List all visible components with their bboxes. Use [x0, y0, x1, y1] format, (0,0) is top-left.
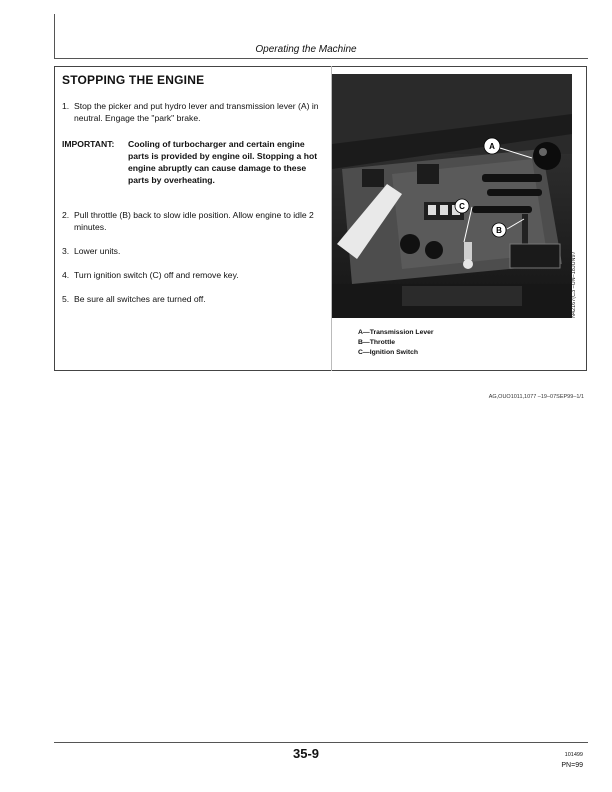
step-number: 3.: [62, 246, 70, 256]
reference-code: AG,OUO1011,1077 –19–07SEP99–1/1: [488, 394, 584, 400]
step-number: 2.: [62, 210, 70, 220]
step-5: [62, 293, 334, 305]
important-note: [62, 138, 324, 186]
section-title: STOPPING THE ENGINE: [62, 73, 205, 87]
step-number: 5.: [62, 294, 70, 304]
step-text: Turn ignition switch (C) off and remove key.: [74, 270, 239, 280]
figure-legend: [358, 328, 434, 358]
callout-c: C: [459, 202, 465, 211]
step-3: [62, 245, 334, 257]
step-text: Stop the picker and put hydro lever and transmission lever (A) in neutral. Engage the "park" brake.: [74, 101, 319, 123]
control-console-photo: [332, 74, 572, 318]
footer-pn: PN=99: [561, 762, 583, 769]
important-label: IMPORTANT:: [62, 139, 115, 149]
step-1: [62, 100, 334, 124]
header-rule: [54, 58, 588, 59]
page-number: 35-9: [292, 746, 320, 761]
legend-item-a: A—Transmission Lever: [358, 329, 434, 336]
legend-item-b: B—Throttle: [358, 339, 396, 346]
callout-a: A: [489, 142, 495, 151]
step-text: Lower units.: [74, 246, 121, 256]
legend-item-c: C—Ignition Switch: [358, 349, 419, 356]
step-number: 1.: [62, 101, 70, 111]
important-text: Cooling of turbocharger and certain engine parts is provided by engine oil. Stopping a hot engine abruptly can cause damage to these parts by overheating.: [128, 139, 318, 185]
footer-rule: [54, 742, 588, 743]
step-text: Pull throttle (B) back to slow idle position. Allow engine to idle 2 minutes.: [74, 210, 314, 232]
step-2: [62, 209, 334, 233]
step-4: [62, 269, 334, 281]
callout-b: B: [496, 226, 502, 235]
step-number: 4.: [62, 270, 70, 280]
footer-date: 101499: [564, 752, 583, 758]
running-header: Operating the Machine: [255, 44, 357, 55]
step-text: Be sure all switches are turned off.: [74, 294, 206, 304]
figure-code: N42167(C3 –UN–18JUN97: [571, 251, 577, 318]
